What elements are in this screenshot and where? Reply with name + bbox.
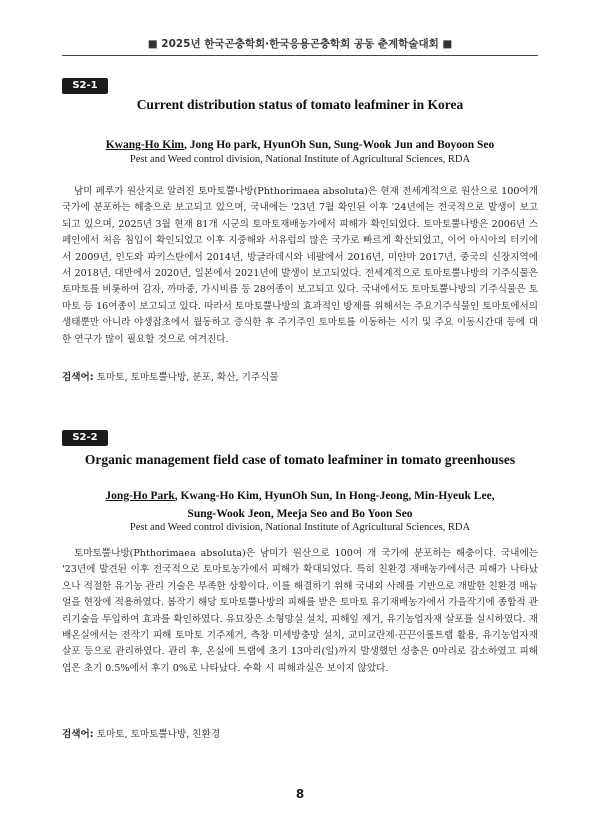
affiliation: Pest and Weed control division, National Institute of Agricultural Sciences, RDA <box>129 522 471 533</box>
keywords <box>62 726 538 740</box>
keywords-value: 토마토, 토마토뿔나방, 친환경 <box>96 729 221 740</box>
co-authors: , Kwang-Ho Kim, HyunOh Sun, In Hong-Jeong, Min-Hyeuk Lee, <box>174 490 495 502</box>
page-number: 8 <box>295 787 305 801</box>
keywords-label: 검색어: <box>62 729 94 740</box>
keywords-label: 검색어: <box>62 372 94 383</box>
co-authors-line2: Sung-Wook Jeon, Meeja Seo and Bo Yoon Seo <box>187 508 413 520</box>
abstract-text: 남미 페루가 원산지로 알려진 토마토뿔나방(Phthorimaea absoluta)은 현재 전세계적으로 원산으로 100여개 국가에 분포하는 해충으로 보고되고 있으며, 국내에는 '23년 7월 확인된 이후 '24년에는 전국적으로 발생이 보고되고 있으며, 2025년 3월 현재 81개 시군의 토마토재배농가에서 피해가 확인되었다. 토마토뿔나방은 2006년 스페인에서 처음 침입이 확인되었고 이후 지중해와 서유럽의 많은 국가로 빠르게 확산되었고, 이어 아시아의 터키에서 2009년, 인도와 파키스탄에서 2014년, 방글라데시와 네팔에서 2016년, 미얀마 2017년, 중국의 신장지역에서 2018년, 대만에서 2020년, 일본에서 2021년에 발생이 보고되었다. 전세계적으로 토마토뿔나방의 기주식물은 토마토를 비롯하여 감자, 까마중, 가시비름 등 28여종이 보고되고 있다. 국내에서도 토마토뿔나방의 기주식물은 토마토 등 16여종이 보고되고 있다. 따라서 토마토뿔나방의 효과적인 방제를 위해서는 주요기주식물인 토마토에서의 생태뿐만 아니라 야생잡초에서 월동하고 증식한 후 주기주인 토마토를 이동하는 시기 및 주요 이동시간대 등에 대한 연구가 많이 필요할 것으로 여겨진다. <box>62 186 538 345</box>
paper-title: Organic management field case of tomato leafminer in tomato greenhouses <box>84 452 516 467</box>
author-list <box>0 136 600 154</box>
keywords-value: 토마토, 토마토뿔나방, 분포, 확산, 기주식물 <box>96 372 279 383</box>
paper-title: Current distribution status of tomato leafminer in Korea <box>136 97 464 112</box>
session-tag: S2-2 <box>62 430 108 446</box>
lead-author: Jong-Ho Park <box>105 490 175 502</box>
header-divider <box>62 55 538 56</box>
session-tag: S2-1 <box>62 78 108 94</box>
affiliation: Pest and Weed control division, National Institute of Agricultural Sciences, RDA <box>129 154 471 165</box>
lead-author: Kwang-Ho Kim <box>105 139 184 151</box>
author-list <box>0 487 600 523</box>
abstract-text: 토마토뿔나방(Phthorimaea absoluta)은 남미가 원산으로 100여 개 국가에 분포하는 해충이다. 국내에는 '23년에 발견된 이후 전국적으로 토마토농가에서 피해가 확대되었다. 특히 친환경 재배농가에서큰 피해가 나타났으나 적절한 유기농 관리 기술은 부족한 상황이다. 이를 해결하기 위해 국내외 사례를 기반으로 개발한 친환경 매뉴얼을 현장에 적용하였다. 봄작기 해당 토마토뿔나방의 피해를 받은 토마토 유기재배농가에서 가을작기에 종합적 관리기술을 투입하여 효과를 확인하였다. 유묘장은 소형망실 설치, 피해잎 제거, 유기농업자재 살포를 실시하였다. 재배온실에서는 전작기 피해 토마토 기주제거, 측창 미세방충망 설치, 교미교란제·끈끈이롤트랩 활용, 유기농업자재 살포 등으로 관리하였다. 관리 후, 온실에 트랩에 초기 13마리(일)까지 발생했던 성충은 0마리로 감소하였고 피해엽은 초기 0.5%에서 후기 0%로 나타났다. 수확 시 피해과실은 보이지 않았다. <box>62 548 538 674</box>
conference-header: ■ 2025년 한국곤충학회·한국응용곤충학회 공동 춘계학술대회 ■ <box>147 38 453 50</box>
co-authors: , Jong Ho park, HyunOh Sun, Sung-Wook Jun and Boyoon Seo <box>183 139 495 151</box>
keywords <box>62 369 538 383</box>
